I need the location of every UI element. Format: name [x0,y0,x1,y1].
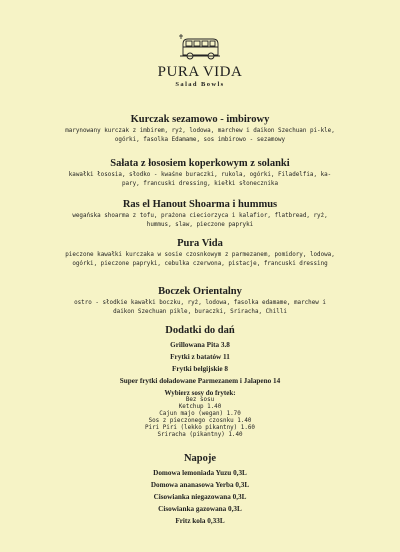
sauce-option: Ketchup 1.40 [178,404,222,410]
dish-description: pieczone kawałki kurczaka w sosie czosnkowym z parmezanem, pomidory, lodowa, ogórki, pieczone papryki, cebulka czerwona, pistacje, francuski dressing [65,252,335,267]
brand-name: PURA VIDA [157,64,243,80]
drink-item: Domowa ananasowa Yerba 0,3L [150,481,250,489]
dish-description: ostro - słodkie kawałki boczku, ryż, lodowa, fasolka edamame, marchew i daikon Szechuan pikle, buraczki, Sriracha, Chilli [74,300,326,315]
dish-item [64,113,336,144]
side-item: Frytki belgijskie 8 [172,365,228,373]
dish-description: kawałki łososia, słodko - kwaśne buraczki, rukola, ogórki, Filadelfia, ka-pary, francuski dressing, kiełki słonecznika [68,172,332,187]
sauce-option: Sriracha (pikantny) 1.40 [157,432,243,438]
drink-item: Cisowianka gazowana 0,3L [158,505,242,513]
dish-name: Sałata z łososiem koperkowym z solanki [110,158,290,169]
drink-item: Fritz kola 0,33L [175,517,225,525]
sauce-option: Cajun majo (wegan) 1.70 [159,411,241,417]
dish-item [64,198,336,229]
dish-item [64,285,336,316]
sauce-option: Sos z pieczonego czosnku 1.40 [148,418,252,424]
side-item: Grillowana Pita 3.8 [170,341,230,349]
dish-item [64,157,336,188]
dish-name: Pura Vida [177,238,223,249]
dish-name: Ras el Hanout Shoarma i hummus [122,199,278,210]
drink-item: Domowa lemoniada Yuzu 0,3L [153,469,247,477]
sauce-option: Bez sosu [185,397,215,403]
sauce-heading: Wybierz sosy do frytek: [164,389,236,397]
dish-description: marynowany kurczak z imbirem, ryż, lodowa, marchew i daikon Szechuan pi-kle, ogórki, fasolka Edamame, sos imbirowo - sezamowy [65,128,335,143]
dish-item [64,237,336,268]
van-icon [177,32,223,62]
side-item: Frytki z batatów 11 [170,353,230,361]
side-item: Super frytki doładowane Parmezanem i Jalapeno 14 [119,377,281,385]
tagline: Salad Bowls [175,81,225,88]
logo [0,32,400,88]
drinks-title: Napoje [183,453,217,464]
sauce-option: Piri Piri (lekko pikantny) 1.60 [145,425,255,431]
dish-description: wegańska shoarma z tofu, prażona cieciorzyca i kalafior, flatbread, ryż, hummus, slaw, pieczone papryki [72,213,328,228]
dish-name: Boczek Orientalny [158,286,242,297]
sides-title: Dodatki do dań [165,325,235,336]
drink-item: Cisowianka niegazowana 0,3L [153,493,247,501]
dish-name: Kurczak sezamowo - imbirowy [130,114,270,125]
